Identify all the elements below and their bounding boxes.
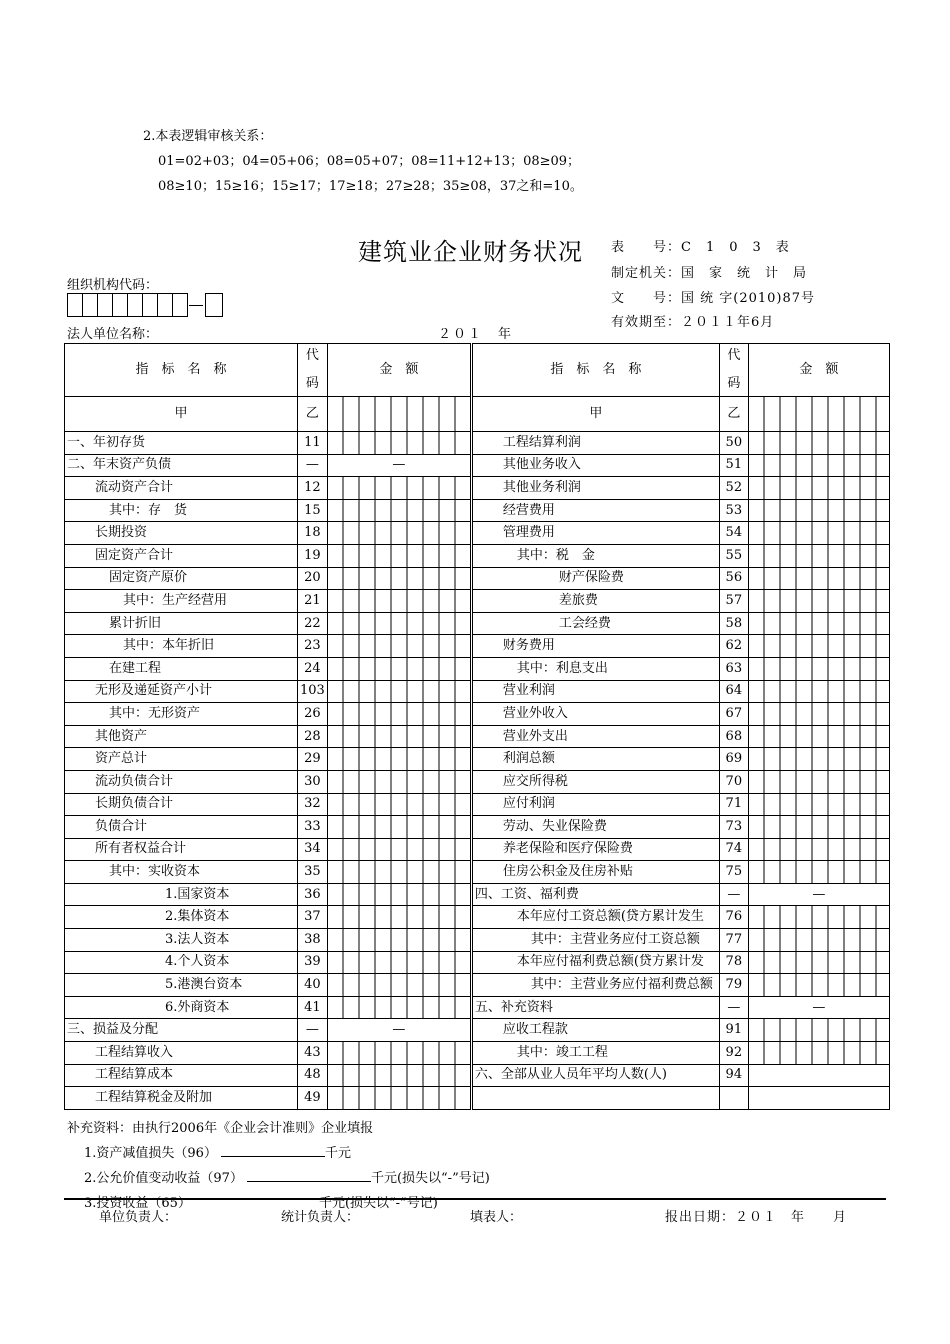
indicator-code: 52 <box>719 477 748 500</box>
indicator-name: 本年应付福利费总额(贷方累计发 <box>471 951 719 974</box>
form-authority: 制定机关：国 家 统 计 局 <box>611 266 808 281</box>
table-row <box>65 544 890 567</box>
indicator-code: 24 <box>298 657 328 680</box>
header-name-right: 指 标 名 称 <box>471 344 719 397</box>
amount-digit-field[interactable] <box>327 906 471 929</box>
amount-digit-field[interactable] <box>327 499 471 522</box>
form-title: 建筑业企业财务状况 <box>358 238 583 266</box>
amount-digit-field[interactable] <box>748 861 889 884</box>
indicator-code: 41 <box>298 996 328 1019</box>
indicator-code: 15 <box>298 499 328 522</box>
indicator-code: 50 <box>719 432 748 455</box>
indicator-name: 本年应付工资总额(贷方累计发生 <box>471 906 719 929</box>
indicator-name: 固定资产原价 <box>65 567 298 590</box>
amount-digit-field[interactable] <box>327 590 471 613</box>
indicator-code: 36 <box>298 883 328 906</box>
table-row <box>65 861 890 884</box>
header-amount-left: 金 额 <box>327 344 471 397</box>
amount-digit-field[interactable] <box>327 929 471 952</box>
amount-digit-field[interactable] <box>748 770 889 793</box>
amount-digit-field[interactable] <box>748 635 889 658</box>
amount-digit-field[interactable] <box>748 499 889 522</box>
amount-digit-field[interactable] <box>748 454 889 477</box>
footer-divider <box>64 1198 886 1200</box>
audit-note-title: 2.本表逻辑审核关系： <box>143 129 273 144</box>
indicator-code: 71 <box>719 793 748 816</box>
indicator-code: 49 <box>298 1087 328 1110</box>
amount-digit-field[interactable] <box>748 974 889 997</box>
amount-digit-field[interactable] <box>327 703 471 726</box>
table-row <box>65 567 890 590</box>
table-row <box>65 725 890 748</box>
amount-digit-field[interactable] <box>748 1019 889 1042</box>
indicator-name: 固定资产合计 <box>65 544 298 567</box>
table-row <box>65 635 890 658</box>
indicator-code: 34 <box>298 838 328 861</box>
amount-digit-field[interactable] <box>327 612 471 635</box>
amount-digit-field[interactable] <box>748 793 889 816</box>
table-row <box>65 703 890 726</box>
indicator-code: 78 <box>719 951 748 974</box>
amount-digit-field[interactable] <box>748 1042 889 1065</box>
indicator-name: 负债合计 <box>65 816 298 839</box>
indicator-name: 五、补充资料 <box>471 996 719 1019</box>
indicator-name: 其他业务利润 <box>471 477 719 500</box>
header-code-right: 代 码 <box>719 344 748 397</box>
indicator-code: 79 <box>719 974 748 997</box>
indicator-code: 28 <box>298 725 328 748</box>
amount-digit-field[interactable] <box>748 657 889 680</box>
indicator-name: 长期投资 <box>65 522 298 545</box>
indicator-code: 40 <box>298 974 328 997</box>
amount-digit-field[interactable] <box>748 432 889 455</box>
indicator-code: 57 <box>719 590 748 613</box>
indicator-name: 工程结算税金及附加 <box>65 1087 298 1110</box>
indicator-code: 103 <box>298 680 328 703</box>
indicator-name: 二、年末资产负债 <box>65 454 298 477</box>
indicator-code: 22 <box>298 612 328 635</box>
amount-digit-field[interactable] <box>327 725 471 748</box>
amount-digit-field[interactable] <box>327 883 471 906</box>
indicator-code: — <box>298 454 328 477</box>
indicator-name: 经营费用 <box>471 499 719 522</box>
amount-digit-field[interactable] <box>327 657 471 680</box>
indicator-code: 63 <box>719 657 748 680</box>
amount-digit-field[interactable] <box>327 522 471 545</box>
indicator-code: 11 <box>298 432 328 455</box>
header-amount-right: 金 额 <box>748 344 889 397</box>
indicator-name: 1.国家资本 <box>65 883 298 906</box>
indicator-name: 营业利润 <box>471 680 719 703</box>
amount-na: — <box>748 883 889 906</box>
indicator-name: 财务费用 <box>471 635 719 658</box>
fair-value-gain-field[interactable] <box>247 1181 371 1182</box>
amount-na: — <box>327 454 471 477</box>
indicator-name: 工程结算利润 <box>471 432 719 455</box>
header-code-left: 代 码 <box>298 344 328 397</box>
indicator-code: 58 <box>719 612 748 635</box>
table-row <box>65 748 890 771</box>
amount-digit-field[interactable] <box>748 748 889 771</box>
indicator-name: 长期负债合计 <box>65 793 298 816</box>
amount-digit-field[interactable] <box>748 567 889 590</box>
amount-digit-field[interactable] <box>327 748 471 771</box>
indicator-code: 39 <box>298 951 328 974</box>
indicator-code: 32 <box>298 793 328 816</box>
amount-digit-field[interactable] <box>748 816 889 839</box>
indicator-code: 30 <box>298 770 328 793</box>
indicator-name: 5.港澳台资本 <box>65 974 298 997</box>
indicator-name: 4.个人资本 <box>65 951 298 974</box>
amount-digit-field[interactable] <box>748 522 889 545</box>
indicator-code: 54 <box>719 522 748 545</box>
stat-head-label: 统计负责人： <box>281 1210 360 1225</box>
indicator-name: 其中：实收资本 <box>65 861 298 884</box>
amount-digit-grid-right <box>748 397 889 432</box>
indicator-name: 其中：主营业务应付福利费总额 <box>471 974 719 997</box>
indicator-code: 76 <box>719 906 748 929</box>
column-jia-left: 甲 <box>65 397 298 432</box>
indicator-code: 91 <box>719 1019 748 1042</box>
unit-head-label: 单位负责人： <box>99 1210 178 1225</box>
table-row <box>65 522 890 545</box>
impairment-loss-field[interactable] <box>221 1156 325 1157</box>
amount-digit-field[interactable] <box>327 770 471 793</box>
table-row <box>65 612 890 635</box>
indicator-code: — <box>719 996 748 1019</box>
table-row <box>65 1087 890 1110</box>
table-row <box>65 793 890 816</box>
table-row <box>65 974 890 997</box>
audit-note-line-2: 08≥10；15≥16；15≥17；17≥18；27≥28；35≥08，37之和=10。 <box>158 179 583 194</box>
indicator-code: 48 <box>298 1064 328 1087</box>
amount-digit-field[interactable] <box>748 612 889 635</box>
supplement-item-3: 3.投资收益（65） 千元(损失以“-”号记) <box>84 1196 438 1211</box>
indicator-code: 35 <box>298 861 328 884</box>
indicator-code: 43 <box>298 1042 328 1065</box>
indicator-name: 六、全部从业人员年平均人数(人) <box>471 1064 719 1087</box>
amount-digit-field[interactable] <box>327 996 471 1019</box>
column-yi-right: 乙 <box>719 397 748 432</box>
amount-digit-grid-left <box>327 397 471 432</box>
amount-digit-field[interactable] <box>327 680 471 703</box>
amount-digit-field[interactable] <box>327 951 471 974</box>
indicator-name <box>471 1087 719 1110</box>
amount-na: — <box>327 1019 471 1042</box>
amount-digit-field[interactable] <box>748 725 889 748</box>
indicator-name: 应收工程款 <box>471 1019 719 1042</box>
indicator-name: 工程结算成本 <box>65 1064 298 1087</box>
indicator-name: 管理费用 <box>471 522 719 545</box>
table-row <box>65 454 890 477</box>
indicator-name: 工会经费 <box>471 612 719 635</box>
indicator-name: 其中：无形资产 <box>65 703 298 726</box>
indicator-code: 18 <box>298 522 328 545</box>
indicator-code: 64 <box>719 680 748 703</box>
indicator-code: 12 <box>298 477 328 500</box>
indicator-name: 其中：主营业务应付工资总额 <box>471 929 719 952</box>
indicator-name: 6.外商资本 <box>65 996 298 1019</box>
indicator-name: 三、损益及分配 <box>65 1019 298 1042</box>
org-code-boxes[interactable] <box>67 292 222 318</box>
indicator-name: 利润总额 <box>471 748 719 771</box>
form-valid-until: 有效期至：２０１１年6月 <box>611 315 775 330</box>
indicator-name: 工程结算收入 <box>65 1042 298 1065</box>
indicator-code: 37 <box>298 906 328 929</box>
indicator-code: 75 <box>719 861 748 884</box>
amount-field[interactable] <box>748 1064 889 1087</box>
indicator-name: 其中：存 货 <box>65 499 298 522</box>
indicator-code: 29 <box>298 748 328 771</box>
indicator-name: 无形及递延资产小计 <box>65 680 298 703</box>
form-number: 表 号：C 1 0 3 表 <box>611 240 790 255</box>
table-row <box>65 657 890 680</box>
indicator-name: 3.法人资本 <box>65 929 298 952</box>
amount-digit-field[interactable] <box>748 590 889 613</box>
supplement-item-2: 2.公允价值变动收益（97） 千元(损失以“-”号记) <box>84 1171 490 1186</box>
column-jia-right: 甲 <box>471 397 719 432</box>
table-row <box>65 883 890 906</box>
indicator-code: 69 <box>719 748 748 771</box>
amount-digit-field[interactable] <box>327 861 471 884</box>
unit-name-label: 法人单位名称： <box>67 327 159 342</box>
table-row <box>65 1064 890 1087</box>
indicator-code <box>719 1087 748 1110</box>
amount-digit-field[interactable] <box>327 1042 471 1065</box>
indicator-code: 73 <box>719 816 748 839</box>
amount-digit-field[interactable] <box>327 816 471 839</box>
amount-digit-field[interactable] <box>748 680 889 703</box>
indicator-code: 51 <box>719 454 748 477</box>
indicator-code: — <box>298 1019 328 1042</box>
table-row <box>65 816 890 839</box>
indicator-code: 77 <box>719 929 748 952</box>
indicator-code: 68 <box>719 725 748 748</box>
amount-digit-field[interactable] <box>327 793 471 816</box>
filler-label: 填表人： <box>470 1210 523 1225</box>
financial-status-table <box>64 343 890 1110</box>
amount-digit-field[interactable] <box>327 544 471 567</box>
amount-digit-field[interactable] <box>327 432 471 455</box>
indicator-code: 56 <box>719 567 748 590</box>
column-yi-left: 乙 <box>298 397 328 432</box>
indicator-name: 资产总计 <box>65 748 298 771</box>
indicator-code: 62 <box>719 635 748 658</box>
indicator-code: — <box>719 883 748 906</box>
indicator-name: 流动资产合计 <box>65 477 298 500</box>
indicator-code: 94 <box>719 1064 748 1087</box>
indicator-code: 20 <box>298 567 328 590</box>
indicator-name: 累计折旧 <box>65 612 298 635</box>
indicator-name: 财产保险费 <box>471 567 719 590</box>
table-row <box>65 838 890 861</box>
indicator-code: 55 <box>719 544 748 567</box>
amount-digit-field[interactable] <box>748 951 889 974</box>
table-row <box>65 680 890 703</box>
table-row <box>65 499 890 522</box>
amount-digit-field[interactable] <box>327 567 471 590</box>
supplement-item-1: 1.资产减值损失（96） 千元 <box>84 1146 351 1161</box>
table-row <box>65 590 890 613</box>
table-row <box>65 996 890 1019</box>
indicator-name: 所有者权益合计 <box>65 838 298 861</box>
amount-digit-field[interactable] <box>748 906 889 929</box>
table-row <box>65 1042 890 1065</box>
amount-digit-field[interactable] <box>327 635 471 658</box>
amount-digit-field[interactable] <box>327 477 471 500</box>
amount-digit-field[interactable] <box>748 703 889 726</box>
indicator-name: 在建工程 <box>65 657 298 680</box>
indicator-code: 33 <box>298 816 328 839</box>
amount-digit-field[interactable] <box>327 1064 471 1087</box>
indicator-code: 74 <box>719 838 748 861</box>
table-row <box>65 1019 890 1042</box>
table-row <box>65 477 890 500</box>
indicator-code: 53 <box>719 499 748 522</box>
indicator-name: 住房公积金及住房补贴 <box>471 861 719 884</box>
amount-digit-field[interactable] <box>327 1087 471 1110</box>
table-row <box>65 951 890 974</box>
amount-digit-field[interactable] <box>748 838 889 861</box>
indicator-name: 其中：生产经营用 <box>65 590 298 613</box>
form-doc-number: 文 号：国 统 字(2010)87号 <box>611 291 816 306</box>
table-row <box>65 432 890 455</box>
indicator-code: 92 <box>719 1042 748 1065</box>
supplement-intro: 补充资料：由执行2006年《企业会计准则》企业填报 <box>67 1121 374 1136</box>
org-code-label: 组织机构代码： <box>67 278 159 293</box>
indicator-name: 养老保险和医疗保险费 <box>471 838 719 861</box>
amount-na: — <box>748 996 889 1019</box>
indicator-code: 23 <box>298 635 328 658</box>
indicator-name: 应交所得税 <box>471 770 719 793</box>
indicator-name: 营业外收入 <box>471 703 719 726</box>
indicator-code: 21 <box>298 590 328 613</box>
indicator-code: 70 <box>719 770 748 793</box>
indicator-code: 26 <box>298 703 328 726</box>
table-row <box>65 929 890 952</box>
indicator-name: 一、年初存货 <box>65 432 298 455</box>
indicator-name: 其他业务收入 <box>471 454 719 477</box>
indicator-name: 劳动、失业保险费 <box>471 816 719 839</box>
amount-digit-field[interactable] <box>748 929 889 952</box>
amount-digit-field[interactable] <box>748 477 889 500</box>
indicator-name: 营业外支出 <box>471 725 719 748</box>
amount-digit-field[interactable] <box>327 974 471 997</box>
indicator-name: 其中：竣工工程 <box>471 1042 719 1065</box>
indicator-name: 应付利润 <box>471 793 719 816</box>
header-name-left: 指 标 名 称 <box>65 344 298 397</box>
table-row <box>65 770 890 793</box>
indicator-code: 19 <box>298 544 328 567</box>
amount-digit-field[interactable] <box>748 544 889 567</box>
indicator-name: 其中：本年折旧 <box>65 635 298 658</box>
table-row <box>65 906 890 929</box>
indicator-name: 其中：税 金 <box>471 544 719 567</box>
audit-note-line-1: 01=02+03；04=05+06；08=05+07；08=11+12+13；08≥09； <box>158 154 581 169</box>
indicator-name: 其他资产 <box>65 725 298 748</box>
amount-digit-field[interactable] <box>327 838 471 861</box>
indicator-name: 四、工资、福利费 <box>471 883 719 906</box>
indicator-code: 38 <box>298 929 328 952</box>
indicator-name: 差旅费 <box>471 590 719 613</box>
report-year: ２０１ 年 <box>438 327 514 342</box>
indicator-name: 流动负债合计 <box>65 770 298 793</box>
amount-field[interactable] <box>748 1087 889 1110</box>
indicator-code: 67 <box>719 703 748 726</box>
indicator-name: 2.集体资本 <box>65 906 298 929</box>
report-date: 报出日期：２０１ 年 月 <box>665 1210 848 1225</box>
indicator-name: 其中：利息支出 <box>471 657 719 680</box>
